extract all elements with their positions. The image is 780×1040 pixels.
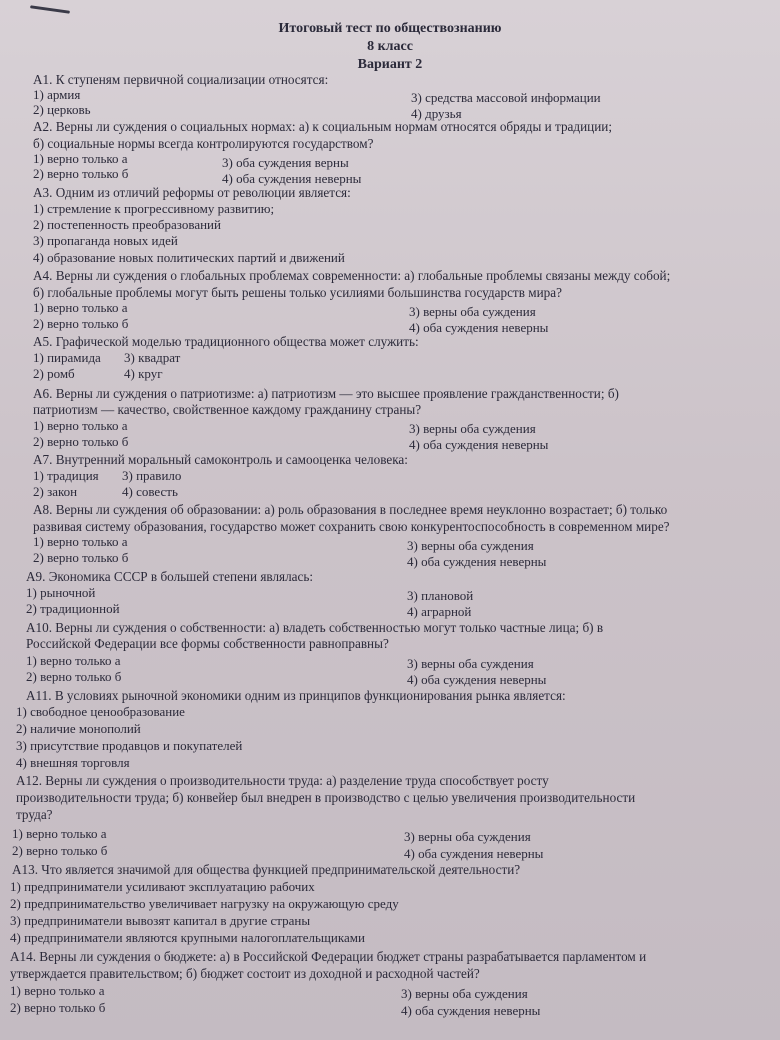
question-a11-option-2: 2) наличие монополий: [16, 721, 141, 736]
question-a3-option-4: 4) образование новых политических партий и движений: [33, 250, 345, 265]
question-a8-option-4: 4) оба суждения неверны: [407, 554, 547, 569]
question-a13-option-4: 4) предприниматели являются крупными налогоплательщиками: [10, 930, 365, 945]
question-a2-option-2: 2) верно только б: [33, 166, 129, 181]
question-a12-option-4: 4) оба суждения неверны: [404, 846, 544, 861]
pen-mark: [30, 5, 70, 14]
question-a1-stem: А1. К ступеням первичной социализации относятся:: [33, 72, 329, 87]
question-a4-option-3: 3) верны оба суждения: [409, 304, 536, 319]
question-a14-stem-2: утверждается правительством; б) бюджет состоит из доходной и расходной частей?: [10, 966, 480, 981]
question-a2-option-1: 1) верно только а: [33, 151, 128, 166]
question-a11-stem: А11. В условиях рыночной экономики одним из принципов функционирования рынка является:: [26, 688, 566, 703]
question-a9-option-2: 2) традиционной: [26, 601, 120, 616]
question-a1-option-3: 3) средства массовой информации: [411, 90, 601, 105]
question-a9-option-1: 1) рыночной: [26, 585, 96, 600]
question-a12-stem-3: труда?: [16, 807, 53, 822]
question-a2-option-3: 3) оба суждения верны: [222, 155, 349, 170]
question-a5-option-3: 3) квадрат: [124, 350, 181, 365]
question-a2-option-4: 4) оба суждения неверны: [222, 171, 362, 186]
question-a2-stem-1: А2. Верны ли суждения о социальных нормах: а) к социальным нормам относятся обряды и традиции;: [33, 119, 612, 134]
question-a6-option-2: 2) верно только б: [33, 434, 129, 449]
question-a10-option-4: 4) оба суждения неверны: [407, 672, 547, 687]
question-a7-option-3: 3) правило: [122, 468, 182, 483]
question-a7-option-1: 1) традиция: [33, 468, 99, 483]
question-a14-option-2: 2) верно только б: [10, 1000, 106, 1015]
question-a7-option-4: 4) совесть: [122, 484, 178, 499]
question-a8-option-1: 1) верно только а: [33, 534, 128, 549]
question-a9-option-4: 4) аграрной: [407, 604, 472, 619]
question-a5-option-4: 4) круг: [124, 366, 163, 381]
question-a12-stem-1: А12. Верны ли суждения о производительности труда: а) разделение труда способствует росту: [16, 773, 549, 788]
test-title: Итоговый тест по обществознанию: [278, 21, 502, 36]
question-a10-stem-2: Российской Федерации все формы собственности равноправны?: [26, 636, 389, 651]
question-a3-option-3: 3) пропаганда новых идей: [33, 233, 178, 248]
question-a1-option-2: 2) церковь: [33, 102, 91, 117]
question-a8-option-2: 2) верно только б: [33, 550, 129, 565]
question-a4-stem-2: б) глобальные проблемы могут быть решены только усилиями большинства государств мира?: [33, 285, 562, 300]
question-a13-option-1: 1) предприниматели усиливают эксплуатацию рабочих: [10, 879, 315, 894]
question-a9-option-3: 3) плановой: [407, 588, 474, 603]
question-a7-option-2: 2) закон: [33, 484, 78, 499]
question-a8-stem-2: развивая систему образования, государство может сохранить свою конкурентоспособность в современном мире?: [33, 519, 670, 534]
question-a1-option-4: 4) друзья: [411, 106, 462, 121]
question-a14-option-4: 4) оба суждения неверны: [401, 1003, 541, 1018]
question-a3-stem: А3. Одним из отличий реформы от революции является:: [33, 185, 351, 200]
question-a5-stem: А5. Графической моделью традиционного общества может служить:: [33, 334, 419, 349]
question-a12-option-3: 3) верны оба суждения: [404, 829, 531, 844]
question-a14-option-1: 1) верно только а: [10, 983, 105, 998]
question-a10-option-1: 1) верно только а: [26, 653, 121, 668]
question-a6-option-1: 1) верно только а: [33, 418, 128, 433]
question-a12-stem-2: производительности труда; б) конвейер был внедрен в производство с целью увеличения производительности: [16, 790, 636, 805]
question-a12-option-1: 1) верно только а: [12, 826, 107, 841]
question-a13-option-2: 2) предпринимательство увеличивает нагрузку на окружающую среду: [10, 896, 399, 911]
question-a14-stem-1: А14. Верны ли суждения о бюджете: а) в Российской Федерации бюджет страны разрабатывается парламентом и: [10, 949, 647, 964]
question-a1-option-1: 1) армия: [33, 87, 81, 102]
question-a10-option-2: 2) верно только б: [26, 669, 122, 684]
question-a10-stem-1: А10. Верны ли суждения о собственности: а) владеть собственностью могут только частные лица; б) в: [26, 620, 604, 635]
grade-label: 8 класс: [367, 39, 413, 54]
question-a3-option-1: 1) стремление к прогрессивному развитию;: [33, 201, 275, 216]
question-a13-stem: А13. Что является значимой для общества функцией предпринимательской деятельности?: [12, 862, 521, 877]
question-a9-stem: А9. Экономика СССР в большей степени являлась:: [26, 569, 314, 584]
question-a8-stem-1: А8. Верны ли суждения об образовании: а) роль образования в последнее время неуклонно возрастает; б) только: [33, 502, 668, 517]
question-a6-stem-1: А6. Верны ли суждения о патриотизме: а) патриотизм — это высшее проявление гражданственности; б): [33, 386, 619, 401]
question-a6-option-4: 4) оба суждения неверны: [409, 437, 549, 452]
question-a8-option-3: 3) верны оба суждения: [407, 538, 534, 553]
question-a4-option-4: 4) оба суждения неверны: [409, 320, 549, 335]
question-a13-option-3: 3) предприниматели вывозят капитал в другие страны: [10, 913, 311, 928]
question-a6-stem-2: патриотизм — качество, свойственное каждому гражданину страны?: [33, 402, 422, 417]
question-a12-option-2: 2) верно только б: [12, 843, 108, 858]
question-a11-option-4: 4) внешняя торговля: [16, 755, 130, 770]
question-a11-option-3: 3) присутствие продавцов и покупателей: [16, 738, 243, 753]
question-a5-option-1: 1) пирамида: [33, 350, 101, 365]
question-a2-stem-2: б) социальные нормы всегда контролируются государством?: [33, 136, 374, 151]
question-a4-option-2: 2) верно только б: [33, 316, 129, 331]
question-a6-option-3: 3) верны оба суждения: [409, 421, 536, 436]
question-a5-option-2: 2) ромб: [33, 366, 75, 381]
question-a4-stem-1: А4. Верны ли суждения о глобальных проблемах современности: а) глобальные проблемы связаны между собой;: [33, 268, 671, 283]
question-a10-option-3: 3) верны оба суждения: [407, 656, 534, 671]
question-a7-stem: А7. Внутренний моральный самоконтроль и самооценка человека:: [33, 452, 408, 467]
question-a3-option-2: 2) постепенность преобразований: [33, 217, 221, 232]
question-a14-option-3: 3) верны оба суждения: [401, 986, 528, 1001]
variant-label: Вариант 2: [357, 57, 423, 72]
question-a11-option-1: 1) свободное ценообразование: [16, 704, 185, 719]
question-a4-option-1: 1) верно только а: [33, 300, 128, 315]
